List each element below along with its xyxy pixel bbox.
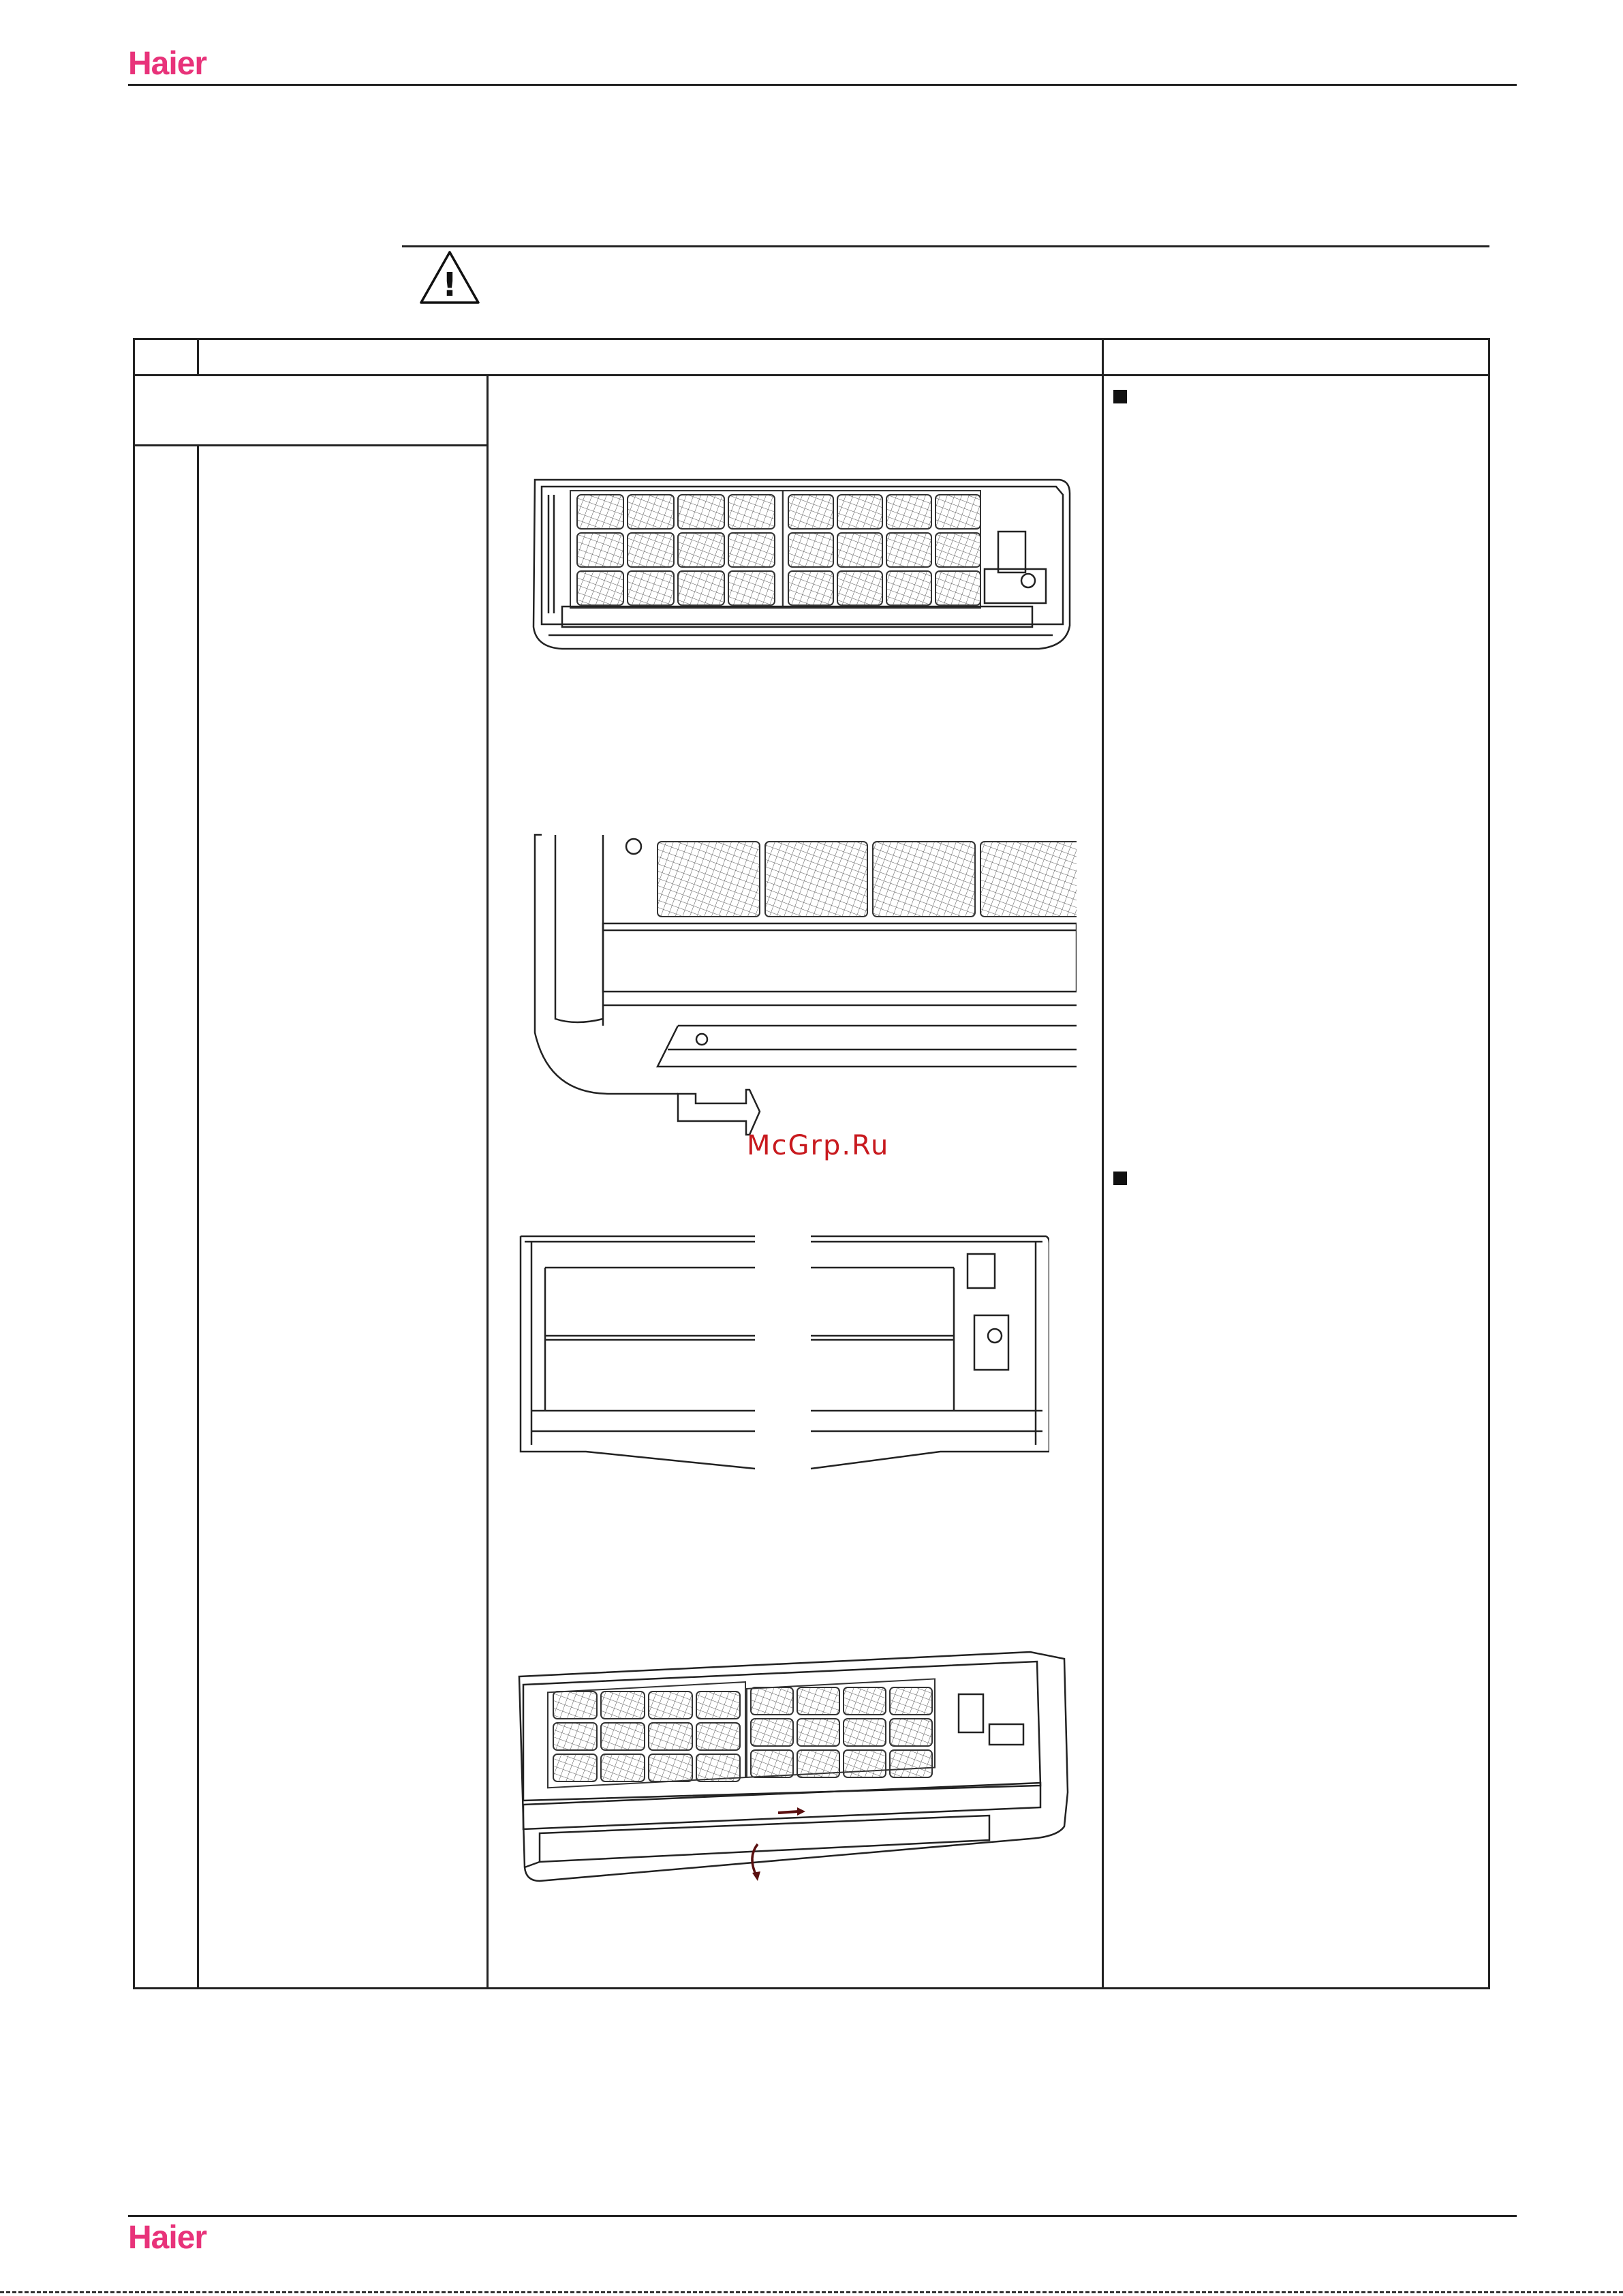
square-bullet-icon bbox=[1113, 390, 1127, 403]
square-bullet-icon bbox=[1113, 1172, 1127, 1185]
figure-indoor-unit-panel-open bbox=[512, 1649, 1071, 1895]
figure-indoor-unit-corner bbox=[521, 821, 1077, 1142]
table-col-divider-2 bbox=[486, 374, 489, 1989]
header-logo: Haier bbox=[128, 46, 207, 82]
table-col-divider-3 bbox=[1102, 338, 1104, 1989]
watermark: McGrp.Ru bbox=[747, 1130, 890, 1161]
warning-rule bbox=[402, 245, 1489, 247]
figure-indoor-unit-split bbox=[518, 1234, 1049, 1486]
table-col-divider-1b bbox=[197, 444, 199, 1989]
header-rule bbox=[128, 84, 1517, 86]
warning-triangle-icon bbox=[417, 248, 482, 307]
figure-indoor-unit-front bbox=[521, 470, 1073, 688]
page-bottom-border bbox=[0, 2291, 1623, 2293]
svg-text:!: ! bbox=[442, 266, 457, 304]
table-subrow-rule bbox=[133, 444, 489, 446]
footer-logo: Haier bbox=[128, 2220, 207, 2256]
footer-rule bbox=[128, 2215, 1517, 2217]
table-header-rule bbox=[133, 374, 1490, 376]
table-col-divider-1 bbox=[197, 338, 199, 376]
